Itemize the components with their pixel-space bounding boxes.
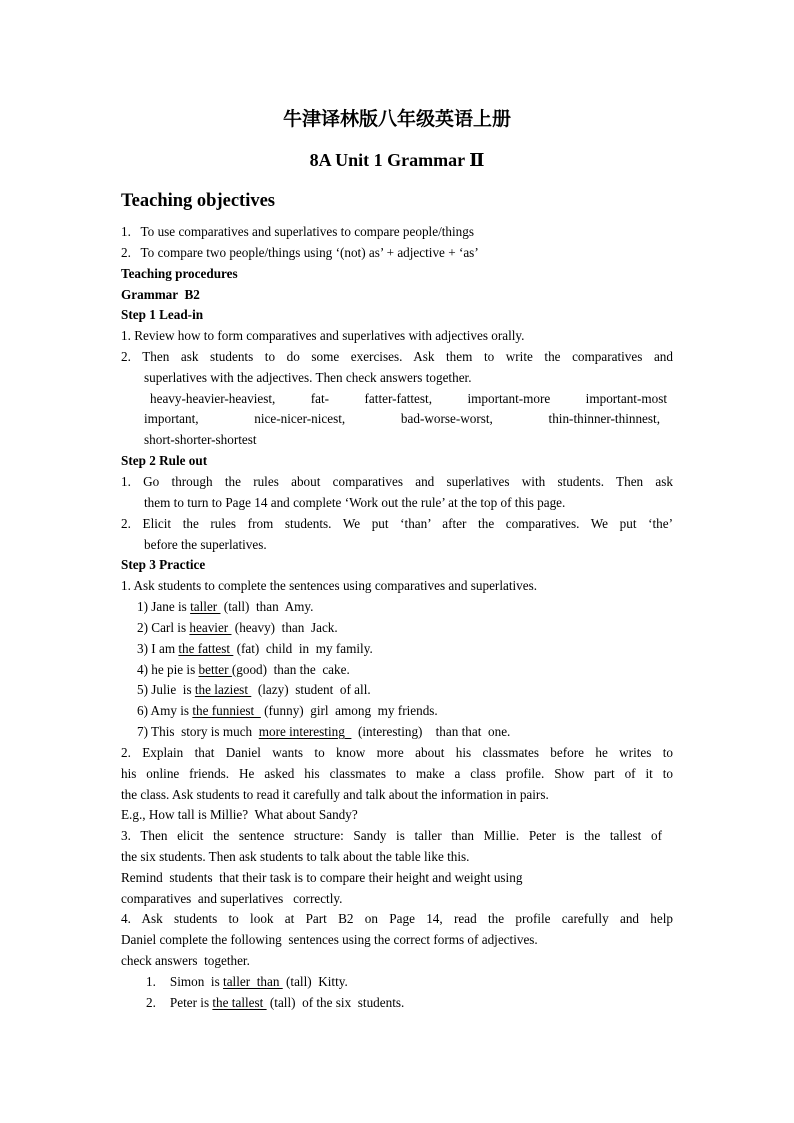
step3-item: his online friends. He asked his classmates to make a class profile. Show part of it to — [121, 766, 673, 781]
document-title: 牛津译林版八年级英语上册 — [282, 108, 511, 130]
step3-item: comparatives and superlatives correctly. — [121, 891, 343, 906]
sentence-answer: taller than — [223, 974, 283, 989]
step1-item: 2. Then ask students to do some exercises. Ask them to write the comparatives and — [121, 349, 673, 364]
grammar-heading: Grammar B2 — [121, 287, 200, 302]
practice-sentence: 1) Jane is taller (tall) than Amy. — [137, 599, 314, 614]
document-subtitle: 8A Unit 1 Grammar Ⅱ — [309, 150, 485, 170]
practice-sentence: 6) Amy is the funniest (funny) girl among my friends. — [137, 703, 438, 718]
word-forms: important, nice-nicer-nicest, bad-worse-worst, thin-thinner-thinnest, — [144, 411, 660, 426]
practice-sentence: 4) he pie is better (good) than the cake. — [137, 662, 350, 677]
sentence-answer: the tallest — [212, 995, 267, 1010]
step1-item: 1. Review how to form comparatives and superlatives with adjectives orally. — [121, 328, 525, 343]
step3-item: Daniel complete the following sentences using the correct forms of adjectives. — [121, 932, 538, 947]
step3-heading: Step 3 Practice — [121, 557, 206, 572]
objective-item: 2. To compare two people/things using ‘(not) as’ + adjective + ‘as’ — [121, 245, 479, 260]
word-forms: short-shorter-shortest — [144, 432, 257, 447]
step2-heading: Step 2 Rule out — [121, 453, 208, 468]
sentence-answer: taller — [190, 599, 221, 614]
word-forms: heavy-heavier-heaviest, fat- fatter-fattest, important-more important-most — [150, 391, 667, 406]
practice-sentence: 7) This story is much more interesting (interesting) than that one. — [137, 724, 511, 739]
procedures-heading: Teaching procedures — [121, 266, 238, 281]
sentence-answer: the laziest — [194, 682, 252, 697]
step1-heading: Step 1 Lead-in — [121, 307, 204, 322]
step2-item: 2. Elicit the rules from students. We put ‘than’ after the comparatives. We put ‘the’ — [121, 516, 673, 531]
step3-item: the six students. Then ask students to talk about the table like this. — [121, 849, 470, 864]
sentence-answer: heavier — [189, 620, 232, 635]
step3-item: 1. Ask students to complete the sentences using comparatives and superlatives. — [121, 578, 538, 593]
step3-item: 3. Then elicit the sentence structure: Sandy is taller than Millie. Peter is the tallest of — [121, 828, 662, 843]
step3-item: 4. Ask students to look at Part B2 on Page 14, read the profile carefully and help — [121, 911, 673, 926]
objectives-heading: Teaching objectives — [121, 191, 275, 211]
practice-sentence: 3) I am the fattest (fat) child in my family. — [137, 641, 373, 656]
sentence-answer: better — [198, 662, 232, 677]
step2-item: 1. Go through the rules about comparatives and superlatives with students. Then ask — [121, 474, 673, 489]
step3-item: E.g., How tall is Millie? What about Sandy? — [121, 807, 358, 822]
practice-sentence: 5) Julie is the laziest (lazy) student of all. — [137, 682, 371, 697]
step3-item: check answers together. — [121, 953, 250, 968]
sentence-answer: the funniest — [192, 703, 261, 718]
step1-item: superlatives with the adjectives. Then check answers together. — [144, 370, 472, 385]
answer-sentence: 1. Simon is taller than (tall) Kitty. — [146, 974, 348, 989]
objective-item: 1. To use comparatives and superlatives to compare people/things — [121, 224, 474, 239]
step3-item: the class. Ask students to read it carefully and talk about the information in pairs. — [121, 787, 549, 802]
step2-item: before the superlatives. — [144, 537, 267, 552]
sentence-answer: more interesting — [258, 724, 352, 739]
answer-sentence: 2. Peter is the tallest (tall) of the six students. — [146, 995, 405, 1010]
step2-item: them to turn to Page 14 and complete ‘Work out the rule’ at the top of this page. — [144, 495, 566, 510]
sentence-answer: the fattest — [178, 641, 234, 656]
step3-item: Remind students that their task is to compare their height and weight using — [121, 870, 523, 885]
practice-sentence: 2) Carl is heavier (heavy) than Jack. — [137, 620, 338, 635]
step3-item: 2. Explain that Daniel wants to know more about his classmates before he writes to — [121, 745, 673, 760]
